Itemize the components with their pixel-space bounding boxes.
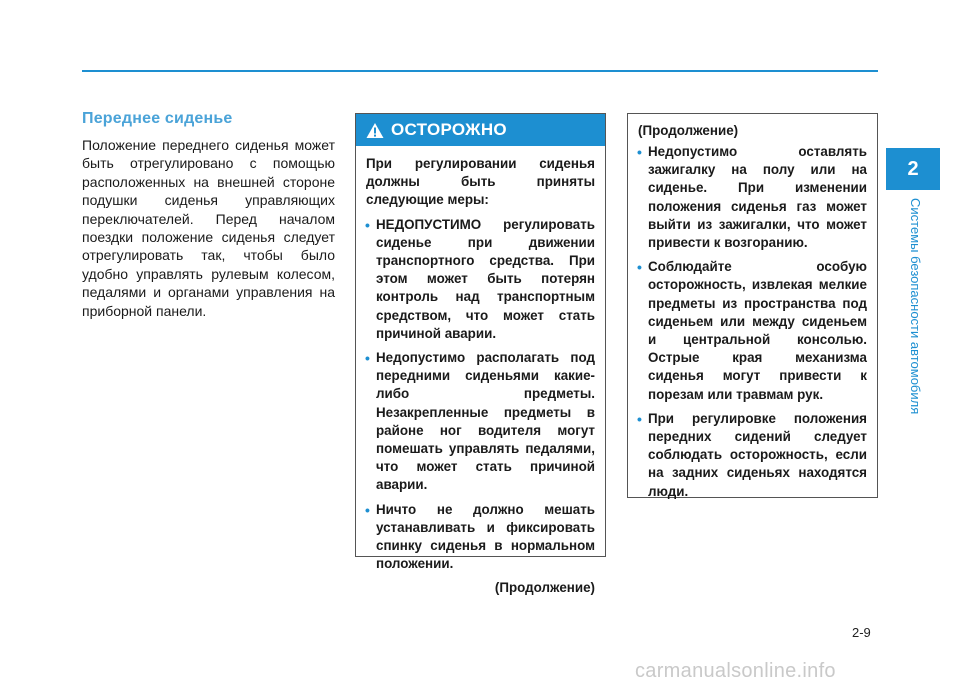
warning-item: • НЕДОПУСТИМО регулировать сиденье при движении транспортного средства. При этом может быть потерян контроль над транспортным средством, что может стать причиной аварии. xyxy=(366,216,595,343)
warning-intro: При регулировании сиденья должны быть приняты следующие меры: xyxy=(366,156,595,208)
warning-continued: (Продолжение) xyxy=(494,580,595,596)
chapter-label: Системы безопасности автомобиля xyxy=(908,198,923,415)
continuation-list xyxy=(638,143,867,501)
continuation-item: • При регулировке положения передних сидений следует соблюдать осторожность, если на задних сиденьях находятся люди. xyxy=(638,410,867,501)
page-number: 2-9 xyxy=(852,625,871,640)
warning-list xyxy=(366,216,595,574)
warning-header xyxy=(356,114,605,146)
warning-title: ОСТОРОЖНО xyxy=(391,120,507,139)
section-title: Переднее сиденье xyxy=(82,110,233,127)
continuation-body xyxy=(628,114,877,515)
warning-body xyxy=(356,146,605,605)
top-rule xyxy=(82,70,878,72)
continuation-header: (Продолжение) xyxy=(638,123,739,138)
warning-box xyxy=(355,113,606,596)
chapter-tab: 2 xyxy=(886,148,940,190)
warning-item: • Недопустимо располагать под передними сиденьями какие-либо предметы. Незакрепленные предметы в районе ног водителя могут помешать управлять педалями, что может стать причиной аварии. xyxy=(366,349,595,495)
continuation-item: • Соблюдайте особую осторожность, извлекая мелкие предметы из пространства под сиденьем или между сиденьем и центральной консолью. Острые края механизма сиденья могут привести к порезам или травмам рук. xyxy=(638,258,867,404)
continuation-box xyxy=(627,113,878,498)
section-body: Положение переднего сиденья может быть отрегулировано с помощью расположенных на внешней стороне подушки сиденья управляющих переключателей. Перед началом поездки положение сиденья следует отрегулировать так, чтобы было удобно управлять рулевым колесом, педалями и органами управления на приборной панели. xyxy=(82,137,335,319)
continuation-item: • Недопустимо оставлять зажигалку на полу или на сиденье. При изменении положения сиденья газ может выйти из зажигалки, что может привести к возгоранию. xyxy=(638,143,867,252)
warning-item: • Ничто не должно мешать устанавливать и фиксировать спинку сиденья в нормальном положении. xyxy=(366,501,595,574)
watermark: carmanualsonline.info xyxy=(635,660,836,682)
warning-triangle-icon xyxy=(366,122,384,139)
section-column xyxy=(82,110,335,320)
